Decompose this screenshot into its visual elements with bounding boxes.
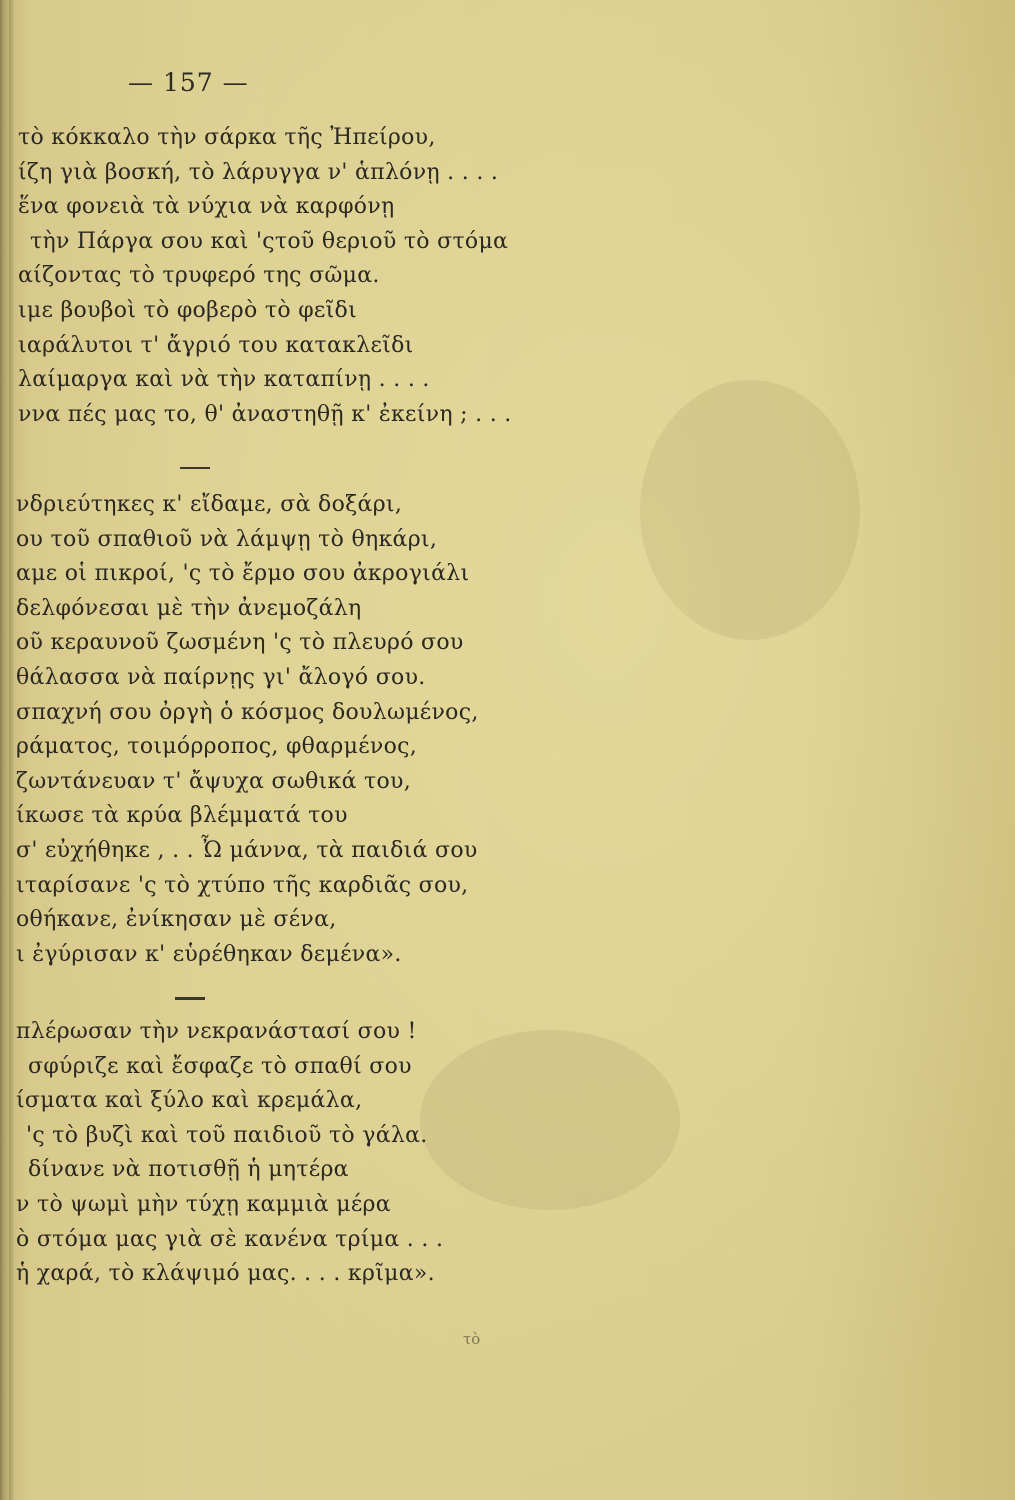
paper-stain <box>640 380 860 640</box>
verse-line: τὴν Πάργα σου καὶ 'ςτοῦ θεριοῦ τὸ στόμα <box>30 228 509 254</box>
verse-line: δίνανε νὰ ποτισθῇ ἡ μητέρα <box>28 1157 349 1183</box>
verse-line: αίζοντας τὸ τρυφερό της σῶμα. <box>18 263 380 289</box>
verse-line: ράματος, τοιμόρροπος, φθαρμένος, <box>16 734 418 760</box>
verse-line: θάλασσα νὰ παίρνῃς γι' ἄλογό σου. <box>16 664 426 690</box>
verse-line: πλέρωσαν τὴν νεκρανάστασί σου ! <box>16 1019 417 1044</box>
verse-line: νδριεύτηκες κ' εἴδαμε, σὰ δοξάρι, <box>16 492 403 517</box>
verse-line: ἡ χαρά, τὸ κλάψιμό μας. . . . κρῖμα». <box>16 1261 435 1287</box>
verse-line: λαίμαργα καὶ νὰ τὴν καταπίνῃ . . . . <box>18 367 430 393</box>
spine-shadow <box>9 0 15 1500</box>
page-spine-edge <box>0 0 9 1500</box>
verse-line: ὸ στόμα μας γιὰ σὲ κανένα τρίμα . . . <box>16 1226 444 1252</box>
verse-line: ἕνα φονειὰ τὰ νύχια νὰ καρφόνῃ <box>18 194 395 220</box>
verse-line: δελφόνεσαι μὲ τὴν ἀνεμοζάλη <box>16 595 362 621</box>
verse-line: σ' εὐχήθηκε , . . Ὦ μάννα, τὰ παιδιά σου <box>16 837 478 863</box>
verse-line: ου τοῦ σπαθιοῦ νὰ λάμψῃ τὸ θηκάρι, <box>16 526 438 552</box>
faint-stray-text: τὸ <box>463 1330 481 1348</box>
paper-stain <box>420 1030 680 1210</box>
verse-line: σπαχνή σου ὀργὴ ὁ κόσμος δουλωμένος, <box>16 699 479 725</box>
verse-line: ιμε βουβοὶ τὸ φοβερὸ τὸ φεῖδι <box>18 297 357 323</box>
verse-line: τὸ κόκκαλο τὴν σάρκα τῆς Ἠπείρου, <box>18 125 436 150</box>
verse-line: σφύριζε καὶ ἔσφαζε τὸ σπαθί σου <box>28 1053 412 1079</box>
page-number: — 157 — <box>128 68 249 97</box>
stanza-3 <box>16 1015 443 1292</box>
verse-line: ίζη γιὰ βοσκή, τὸ λάρυγγα ν' ἁπλόνῃ . . . . <box>18 159 499 185</box>
verse-line: αμε οἱ πικροί, 'ς τὸ ἔρμο σου ἀκρογιάλι <box>16 561 470 587</box>
verse-line: ζωντάνευαν τ' ἄψυχα σωθικά του, <box>16 768 412 794</box>
stanza-1 <box>18 121 512 432</box>
stanza-separator <box>180 467 210 469</box>
verse-line: οθήκανε, ἐνίκησαν μὲ σένα, <box>16 907 337 933</box>
verse-line: ίκωσε τὰ κρύα βλέμματά του <box>16 803 348 829</box>
verse-line: ν τὸ ψωμὶ μὴν τύχῃ καμμιὰ μέρα <box>16 1191 391 1217</box>
verse-line: ιταρίσανε 'ς τὸ χτύπο τῆς καρδιᾶς σου, <box>16 872 469 898</box>
stanza-2 <box>16 488 479 972</box>
verse-line: ννα πές μας το, θ' ἀναστηθῇ κ' ἐκείνη ; . . . <box>18 401 512 427</box>
verse-line: οῦ κεραυνοῦ ζωσμένη 'ς τὸ πλευρό σου <box>16 630 464 656</box>
verse-line: ι ἐγύρισαν κ' εὑρέθηκαν δεμένα». <box>16 941 402 967</box>
verse-line: 'ς τὸ βυζὶ καὶ τοῦ παιδιοῦ τὸ γάλα. <box>26 1122 428 1148</box>
stanza-separator <box>175 997 205 1000</box>
verse-line: ίσματα καὶ ξύλο καὶ κρεμάλα, <box>16 1088 363 1114</box>
verse-line: ιαράλυτοι τ' ἄγριό του κατακλεῖδι <box>18 332 414 358</box>
